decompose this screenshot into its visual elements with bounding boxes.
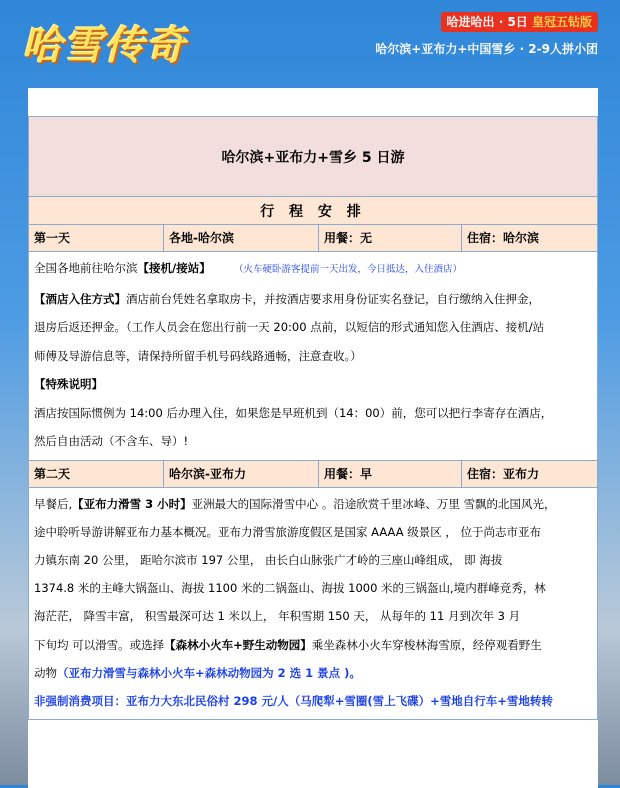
itinerary-table bbox=[28, 116, 598, 720]
day2-meals: 用餐：早 bbox=[319, 461, 462, 487]
day2-line: 非强制消费项目：亚布力大东北民俗村 298 元/人（马爬犁+雪圈(雪上飞碟）+雪地自行车+雪地转转 bbox=[34, 693, 553, 708]
schedule-heading: 行 程 安 排 bbox=[29, 197, 597, 225]
document-title: 哈尔滨+亚布力+雪乡 5 日游 bbox=[29, 117, 597, 197]
note: （亚布力滑雪与森林小火车+森林动物园为 2 选 1 景点 )。 bbox=[57, 665, 361, 680]
highlight: 【接机/接站】 bbox=[137, 261, 211, 275]
day1-stay: 住宿：哈尔滨 bbox=[467, 231, 540, 245]
highlight: 【森林小火车+野生动物园】 bbox=[164, 637, 312, 652]
day2-line: 途中聆听导游讲解亚布力基本概况。亚布力滑雪旅游度假区是国家 AAAA 级景区 ， 位于尚志市亚布 bbox=[34, 524, 542, 539]
day2-stay: 住宿：亚布力 bbox=[467, 466, 540, 481]
day1-line: 退房后返还押金。（工作人员会在您出行前一天 20:00 点前，以短信的形式通知您入住酒店、接机/站 bbox=[34, 320, 545, 334]
day2-line bbox=[34, 490, 591, 518]
day1-line bbox=[34, 254, 591, 285]
day1-line: 然后自由活动（不含车、导）! bbox=[34, 434, 189, 448]
badge-gold: 皇冠五钻版 bbox=[531, 15, 592, 29]
itinerary-sheet bbox=[28, 88, 598, 788]
day1-line: 酒店按国际惯例为 14:00 后办理入住，如果您是早班机到（14：00）前，您可以把行李寄存在酒店， bbox=[34, 405, 553, 420]
highlight: 【亚布力滑雪 3 小时】 bbox=[72, 496, 192, 511]
highlight: 【酒店入住方式】 bbox=[34, 291, 126, 306]
day2-line bbox=[34, 631, 591, 659]
brand-logo: 哈雪传奇 bbox=[22, 22, 186, 69]
text: 亚洲最大的国际滑雪中心 。沿途欣赏千里冰峰、万里 雪飘的北国风光， bbox=[191, 496, 556, 511]
day2-day: 第二天 bbox=[29, 461, 164, 487]
header-banner bbox=[0, 0, 620, 82]
day1-header-row bbox=[29, 225, 597, 252]
note: （火车硬卧游客提前一天出发，今日抵达，入住酒店） bbox=[238, 264, 462, 275]
text: 乘坐森林小火车穿梭林海雪原，经停观看野生 bbox=[311, 637, 542, 652]
day1-route: 各地-哈尔滨 bbox=[164, 225, 319, 251]
text: 早餐后, bbox=[34, 496, 73, 511]
day2-line: 海茫茫， 降雪丰富， 积雪最深可达 1 米以上， 年积雪期 150 天， 从每年的 11 月到次年 3 月 bbox=[34, 609, 521, 624]
text: 下旬均 可以滑雪。或选择 bbox=[34, 637, 165, 652]
day1-line: 师傅及导游信息等，请保持所留手机号码线路通畅，注意查收。） bbox=[34, 348, 362, 363]
day1-line: 【特殊说明】 bbox=[34, 377, 103, 391]
day1-day: 第一天 bbox=[29, 225, 164, 251]
day2-body bbox=[29, 488, 597, 720]
text: 全国各地前往哈尔滨 bbox=[34, 261, 138, 275]
day2-route: 哈尔滨-亚布力 bbox=[164, 461, 319, 487]
day1-line bbox=[34, 285, 591, 314]
day2-header-row bbox=[29, 461, 597, 488]
tour-subtitle: 哈尔滨+亚布力+中国雪乡 · 2-9人拼小团 bbox=[375, 42, 598, 56]
day1-body bbox=[29, 252, 597, 461]
tour-badge bbox=[441, 12, 598, 32]
text: 动物 bbox=[34, 665, 57, 680]
badge-main: 哈进哈出 · 5日 bbox=[446, 15, 528, 29]
day2-line: 1374.8 米的主峰大锅盔山、海拔 1100 米的二锅盔山、海拔 1000 米的三锅盔山,境内群峰竞秀，林 bbox=[34, 581, 546, 596]
text: 酒店前台凭姓名拿取房卡，并按酒店要求用身份证实名登记，自行缴纳入住押金， bbox=[126, 291, 540, 306]
day2-line bbox=[34, 659, 591, 687]
day1-meals: 用餐：无 bbox=[319, 225, 462, 251]
day2-line: 力镇东南 20 公里， 距哈尔滨市 197 公里， 由长白山脉张广才岭的三座山峰组成， 即 海拔 bbox=[34, 552, 503, 567]
